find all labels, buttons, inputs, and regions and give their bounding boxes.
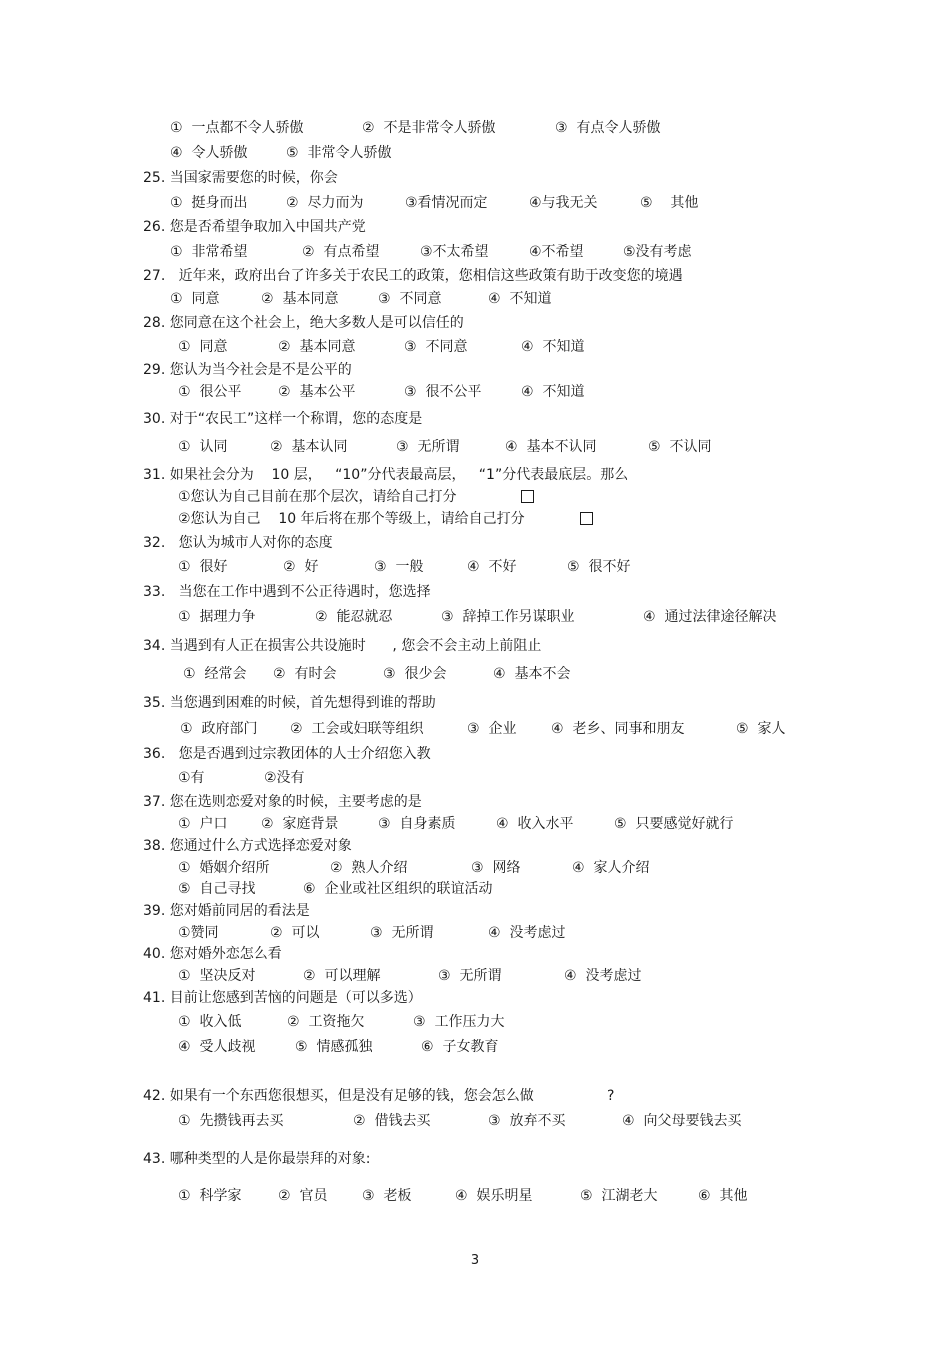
question-27-stem: 27. 近年来，政府出台了许多关于农民工的政策，您相信这些政策有助于改变您的境遇 [143,268,683,284]
option[interactable]: ④ 娱乐明星 [455,1188,533,1204]
option[interactable]: ⑤ 其他 [640,195,699,211]
question-41-stem: 41. 目前让您感到苦恼的问题是（可以多选） [143,990,422,1006]
question-32-stem: 32. 您认为城市人对你的态度 [143,535,333,551]
option[interactable]: ④ 不知道 [521,384,585,400]
option[interactable]: ③ 网络 [471,860,521,876]
option[interactable]: ① 据理力争 [178,609,256,625]
option[interactable]: ① 科学家 [178,1188,242,1204]
question-30-stem: 30. 对于“农民工”这样一个称谓，您的态度是 [143,411,423,427]
question-42-stem: 42. 如果有一个东西您很想买，但是没有足够的钱，您会怎么做 [143,1088,534,1104]
page-number: 3 [470,1253,480,1268]
option[interactable]: ① 同意 [178,339,228,355]
question-31-stem: 31. 如果社会分为 10 层， “10”分代表最高层， “1”分代表最底层。那么 [143,467,629,483]
option[interactable]: ①有 [178,770,205,786]
option[interactable]: ① 非常希望 [170,244,248,260]
question-34-stem: 34. 当遇到有人正在损害公共设施时 , 您会不会主动上前阻止 [143,638,542,654]
option[interactable]: ③ 无所谓 [396,439,460,455]
option[interactable]: ④ 不知道 [488,291,552,307]
option[interactable]: ⑥ 企业或社区组织的联谊活动 [303,881,493,897]
option[interactable]: ③ 不同意 [404,339,468,355]
option[interactable]: ② 熟人介绍 [330,860,408,876]
question-37-stem: 37. 您在选则恋爱对象的时候，主要考虑的是 [143,794,422,810]
question-35-stem: 35. 当您遇到困难的时候，首先想得到谁的帮助 [143,695,436,711]
option[interactable]: ④ 没考虑过 [488,925,566,941]
option[interactable]: ④ 令人骄傲 [170,145,248,161]
option[interactable]: ① 同意 [170,291,220,307]
option[interactable]: ② 可以 [270,925,320,941]
option[interactable]: ①赞同 [178,925,219,941]
option[interactable]: ① 先攒钱再去买 [178,1113,284,1129]
option[interactable]: ④不希望 [529,244,584,260]
option[interactable]: ④ 不知道 [521,339,585,355]
option[interactable]: ④ 受人歧视 [178,1039,256,1055]
question-42-mark: ? [607,1088,615,1104]
question-40-stem: 40. 您对婚外恋怎么看 [143,946,282,962]
option[interactable]: ④ 没考虑过 [564,968,642,984]
option[interactable]: ① 收入低 [178,1014,242,1030]
question-36-stem: 36. 您是否遇到过宗教团体的人士介绍您入教 [143,746,431,762]
option[interactable]: ② 能忍就忍 [315,609,393,625]
option[interactable]: ② 基本同意 [261,291,339,307]
option[interactable]: ③ 自身素质 [378,816,456,832]
option[interactable]: ②没有 [264,770,305,786]
question-33-stem: 33. 当您在工作中遇到不公正待遇时，您选择 [143,584,431,600]
option[interactable]: ⑤ 不认同 [648,439,712,455]
option[interactable]: ③ 辞掉工作另谋职业 [441,609,575,625]
option[interactable]: ④ 不好 [467,559,517,575]
question-26-stem: 26. 您是否希望争取加入中国共产党 [143,219,366,235]
option[interactable]: ④ 基本不会 [493,666,571,682]
option[interactable]: ① 婚姻介绍所 [178,860,270,876]
option[interactable]: ⑥ 其他 [698,1188,748,1204]
option[interactable]: ① 认同 [178,439,228,455]
option[interactable]: ④ 向父母要钱去买 [622,1113,742,1129]
option[interactable]: ③ 无所谓 [438,968,502,984]
question-25-stem: 25. 当国家需要您的时候，你会 [143,170,338,186]
option[interactable]: ① 坚决反对 [178,968,256,984]
option[interactable]: ② 家庭背景 [261,816,339,832]
option[interactable]: ① 户口 [178,816,228,832]
option[interactable]: ⑤ 只要感觉好就行 [614,816,734,832]
option[interactable]: ④ 家人介绍 [572,860,650,876]
option[interactable]: ③ 企业 [467,721,517,737]
option[interactable]: ④ 收入水平 [496,816,574,832]
option[interactable]: ② 基本认同 [270,439,348,455]
option[interactable]: ⑤ 情感孤独 [295,1039,373,1055]
option[interactable]: ④与我无关 [529,195,598,211]
score-box[interactable] [580,512,593,525]
option[interactable]: ② 可以理解 [303,968,381,984]
question-29-stem: 29. 您认为当今社会是不是公平的 [143,362,352,378]
question-38-stem: 38. 您通过什么方式选择恋爱对象 [143,838,352,854]
option[interactable]: ⑤没有考虑 [623,244,692,260]
option[interactable]: ③不太希望 [420,244,489,260]
option[interactable]: ② 不是非常令人骄傲 [362,120,496,136]
option[interactable]: ② 借钱去买 [353,1113,431,1129]
option[interactable]: ② 工资拖欠 [287,1014,365,1030]
option[interactable]: ⑤ 家人 [736,721,786,737]
option[interactable]: ③ 有点令人骄傲 [555,120,661,136]
option[interactable]: ③ 工作压力大 [413,1014,505,1030]
option: ②您认为自己 10 年后将在那个等级上，请给自己打分 [178,511,525,527]
option[interactable]: ④ 老乡、同事和朋友 [551,721,685,737]
question-28-stem: 28. 您同意在这个社会上，绝大多数人是可以信任的 [143,315,464,331]
option[interactable]: ⑤ 很不好 [567,559,631,575]
option[interactable]: ⑥ 子女教育 [421,1039,499,1055]
option[interactable]: ① 经常会 [183,666,247,682]
option[interactable]: ② 基本同意 [278,339,356,355]
option[interactable]: ① 一点都不令人骄傲 [170,120,304,136]
question-43-stem: 43. 哪种类型的人是你最崇拜的对象: [143,1151,371,1167]
option[interactable]: ① 挺身而出 [170,195,248,211]
score-box[interactable] [521,490,534,503]
option[interactable]: ④ 通过法律途径解决 [643,609,777,625]
option[interactable]: ③ 老板 [362,1188,412,1204]
option[interactable]: ② 基本公平 [278,384,356,400]
option[interactable]: ③ 很少会 [383,666,447,682]
option[interactable]: ② 工会或妇联等组织 [290,721,424,737]
option[interactable]: ② 好 [283,559,319,575]
option[interactable]: ③ 不同意 [378,291,442,307]
option[interactable]: ① 很好 [178,559,228,575]
option[interactable]: ② 有时会 [273,666,337,682]
option[interactable]: ② 有点希望 [302,244,380,260]
option[interactable]: ⑤ 非常令人骄傲 [286,145,392,161]
option[interactable]: ③ 一般 [374,559,424,575]
option[interactable]: ③ 放弃不买 [488,1113,566,1129]
option[interactable]: ① 政府部门 [180,721,258,737]
option[interactable]: ③ 很不公平 [404,384,482,400]
option[interactable]: ③ 无所谓 [370,925,434,941]
option[interactable]: ⑤ 江湖老大 [580,1188,658,1204]
option[interactable]: ② 尽力而为 [286,195,364,211]
option[interactable]: ③看情况而定 [405,195,488,211]
question-39-stem: 39. 您对婚前同居的看法是 [143,903,310,919]
option[interactable]: ⑤ 自己寻找 [178,881,256,897]
option: ①您认为自己目前在那个层次，请给自己打分 [178,489,457,505]
option[interactable]: ② 官员 [278,1188,328,1204]
option[interactable]: ④ 基本不认同 [505,439,597,455]
option[interactable]: ① 很公平 [178,384,242,400]
